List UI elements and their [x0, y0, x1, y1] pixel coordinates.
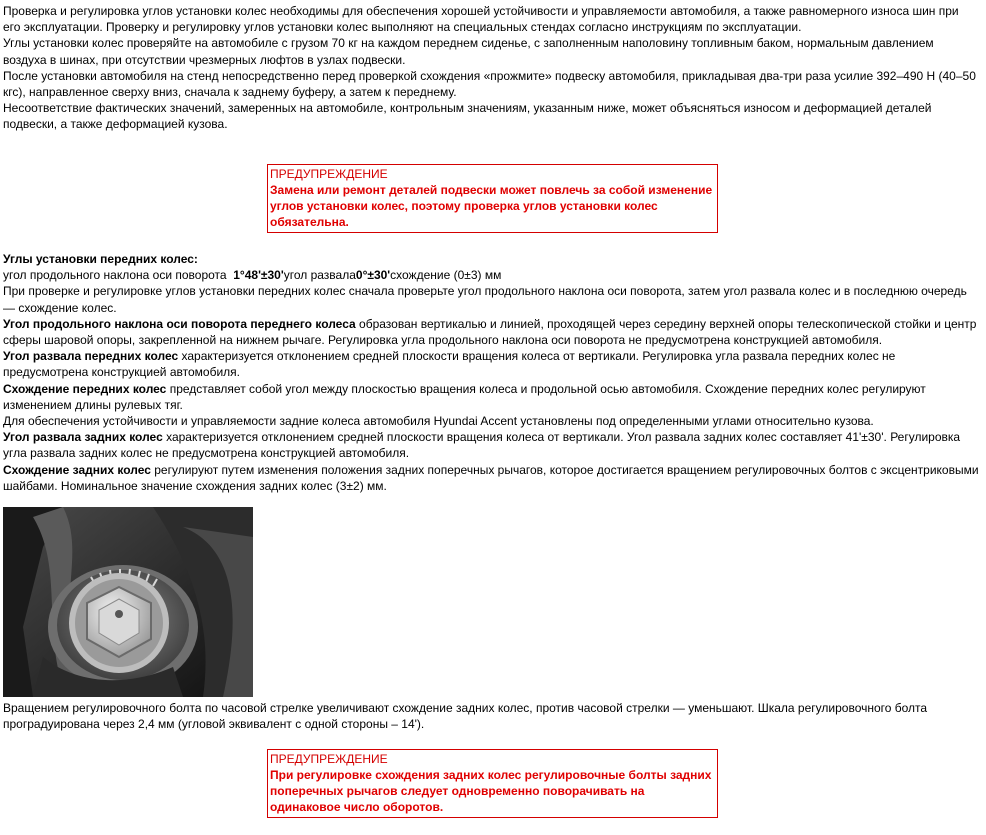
photo-note-paragraph: Вращением регулировочного болта по часовой стрелке увеличивают схождение задних колес, против часовой стрелки — уменьшают. Шкала регулировочного болта проградуирована через 2,4 мм (угловой эквивалент с одной стороны – 14'). — [3, 701, 928, 732]
warning-box — [267, 164, 718, 233]
intro-paragraph: Углы установки колес проверяйте на автомобиле с грузом 70 кг на каждом переднем сиденье, с заполненным наполовину топливным баком, нормальным давлением воздуха в шинах, при отсутствии чрезмерных люфтов в узлах подвески. — [3, 36, 934, 67]
front-values-line — [3, 267, 979, 283]
intro-paragraph: После установки автомобиля на стенд непосредственно перед проверкой схождения «прожмите» подвеску автомобиля, прикладывая два-три раза усилие 392–490 Н (40–50 кгс), направленное сверху вниз, сначала к заднему буферу, а затем к переднему. — [3, 68, 976, 100]
front-camber-desc: характеризуется отклонением средней плоскости вращения колеса от вертикали. Регулировка угла развала передних колес не предусмотрена конструкцией автомобиля. — [3, 349, 896, 380]
intro-section — [3, 3, 979, 133]
warning-text: Замена или ремонт деталей подвески может повлечь за собой изменение углов установки колес, поэтому проверка углов установки колес обязательна. — [270, 183, 713, 229]
adjusting-bolt-photo — [3, 507, 253, 697]
warning-title: ПРЕДУПРЕЖДЕНИЕ — [270, 752, 388, 766]
camber-label: угол развала — [283, 268, 356, 283]
photo-caption-section — [3, 700, 979, 732]
rear-camber-term: Угол развала задних колес — [3, 430, 163, 445]
warning-title: ПРЕДУПРЕЖДЕНИЕ — [270, 167, 388, 181]
rear-toe-desc: регулируют путем изменения положения задних поперечных рычагов, которое достигается вращением регулировочных болтов с эксцентриковыми шайбами. Номинальное значение схождения задних колес (3±2) мм. — [3, 462, 979, 493]
camber-value: 0°±30' — [355, 268, 391, 283]
wheel-alignment-section — [3, 251, 979, 494]
intro-paragraph: Несоответствие фактических значений, замеренных на автомобиле, контрольным значениям, указанным ниже, может объясняться износом и деформацией деталей подвески, а также деформацией кузова. — [3, 101, 932, 132]
intro-paragraph: Проверка и регулировка углов установки колес необходимы для обеспечения хорошей устойчивости и управляемости автомобиля, а также равномерного износа шин при его эксплуатации. Проверку и регулировку углов установки колес выполняют на специальных стендах согласно инструкциям по эксплуатации. — [3, 4, 959, 35]
caster-label: угол продольного наклона оси поворота — [3, 268, 227, 283]
warning-text: При регулировке схождения задних колес регулировочные болты задних поперечных рычагов следует одновременно поворачивать на одинаковое число оборотов. — [270, 768, 712, 814]
rear-intro-paragraph: Для обеспечения устойчивости и управляемости задние колеса автомобиля Hyundai Accent установлены под определенными углами относительно кузова. — [3, 414, 874, 429]
toe-label: схождение (0±3) мм — [390, 268, 502, 283]
caster-term: Угол продольного наклона оси поворота переднего колеса — [3, 316, 356, 331]
front-camber-term: Угол развала передних колес — [3, 349, 179, 364]
caster-desc: образован вертикалью и линией, проходящей через середину верхней опоры телескопической стойки и центр сферы шаровой опоры, закрепленной на нижнем рычаге. Регулировка угла продольного наклона оси поворота не предусмотрена конструкцией автомобиля. — [3, 316, 977, 348]
front-toe-desc: представляет собой угол между плоскостью вращения колеса и продольной осью автомобиля. Схождение передних колес регулируют изменением длины рулевых тяг. — [3, 381, 926, 412]
caster-value: 1°48'±30' — [233, 268, 284, 283]
rear-toe-term: Схождение задних колес — [3, 462, 151, 477]
front-order-paragraph: При проверке и регулировке углов установки передних колес сначала проверьте угол продольного наклона оси поворота, затем угол развала колес и в последнюю очередь — схождение колес. — [3, 284, 967, 315]
warning-box — [267, 749, 718, 818]
rear-camber-desc: характеризуется отклонением средней плоскости вращения колеса от вертикали. Угол развала задних колес составляет 41'±30'. Регулировка угла развала задних колес не предусмотрена конструкцией автомобиля. — [3, 430, 961, 461]
front-heading: Углы установки передних колес: — [3, 252, 198, 266]
front-toe-term: Схождение передних колес — [3, 381, 167, 396]
